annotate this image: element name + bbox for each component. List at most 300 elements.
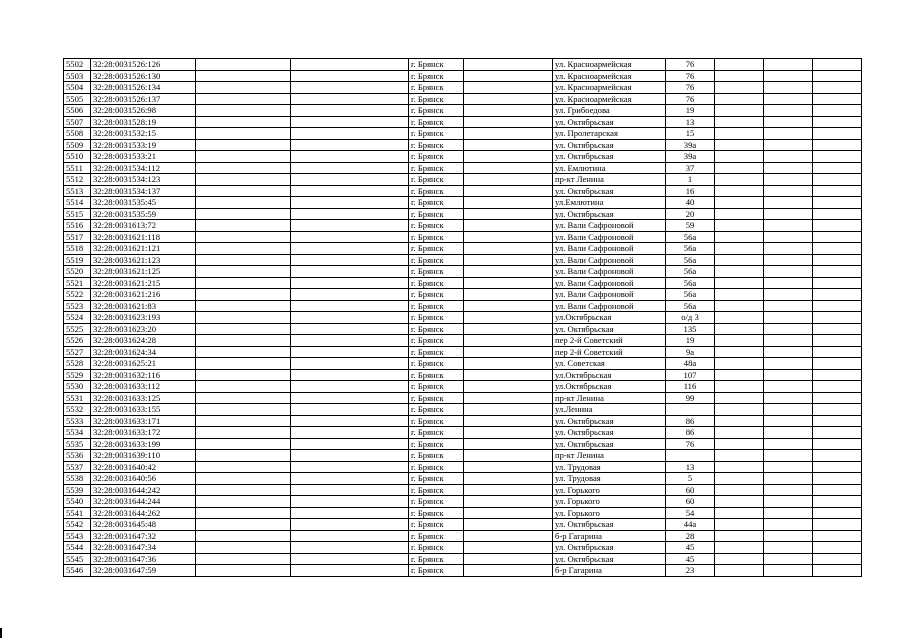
empty-cell [464, 369, 553, 381]
street-cell: пер 2-й Советский [553, 335, 666, 347]
empty-cell [464, 277, 553, 289]
house-number-cell: 59 [666, 220, 715, 232]
empty-cell [764, 484, 813, 496]
table-row [64, 300, 862, 312]
house-number-cell: 60 [666, 496, 715, 508]
street-cell: ул.Октябрьская [553, 312, 666, 324]
empty-cell [196, 208, 291, 220]
row-number-cell: 5544 [64, 542, 91, 554]
empty-cell [764, 381, 813, 393]
empty-cell [196, 358, 291, 370]
empty-cell [464, 70, 553, 82]
city-cell: г. Брянск [409, 243, 464, 255]
empty-cell [196, 139, 291, 151]
city-cell: г. Брянск [409, 231, 464, 243]
row-number-cell: 5516 [64, 220, 91, 232]
city-cell: г. Брянск [409, 553, 464, 565]
empty-cell [764, 151, 813, 163]
city-cell: г. Брянск [409, 162, 464, 174]
city-cell: г. Брянск [409, 404, 464, 416]
empty-cell [291, 507, 409, 519]
street-cell: ул. Горького [553, 507, 666, 519]
empty-cell [813, 243, 862, 255]
empty-cell [291, 404, 409, 416]
empty-cell [196, 197, 291, 209]
empty-cell [464, 289, 553, 301]
empty-cell [715, 82, 764, 94]
cadastral-number-cell: 32:28:0031645:48 [91, 519, 196, 531]
row-number-cell: 5527 [64, 346, 91, 358]
empty-cell [764, 254, 813, 266]
street-cell: ул. Советская [553, 358, 666, 370]
empty-cell [764, 208, 813, 220]
house-number-cell: 19 [666, 335, 715, 347]
empty-cell [715, 105, 764, 117]
empty-cell [196, 392, 291, 404]
house-number-cell: 99 [666, 392, 715, 404]
city-cell: г. Брянск [409, 346, 464, 358]
empty-cell [764, 82, 813, 94]
table-row [64, 105, 862, 117]
table-row [64, 128, 862, 140]
table-row [64, 139, 862, 151]
empty-cell [291, 542, 409, 554]
city-cell: г. Брянск [409, 197, 464, 209]
street-cell: ул. Октябрьская [553, 151, 666, 163]
table-row [64, 553, 862, 565]
city-cell: г. Брянск [409, 128, 464, 140]
city-cell: г. Брянск [409, 438, 464, 450]
row-number-cell: 5507 [64, 116, 91, 128]
empty-cell [291, 82, 409, 94]
empty-cell [464, 220, 553, 232]
row-number-cell: 5540 [64, 496, 91, 508]
empty-cell [196, 277, 291, 289]
empty-cell [715, 346, 764, 358]
empty-cell [464, 185, 553, 197]
street-cell: ул. Пролетарская [553, 128, 666, 140]
city-cell: г. Брянск [409, 507, 464, 519]
table-row [64, 289, 862, 301]
table-row [64, 231, 862, 243]
empty-cell [813, 450, 862, 462]
cadastral-number-cell: 32:28:0031532:15 [91, 128, 196, 140]
house-number-cell: 56а [666, 254, 715, 266]
empty-cell [291, 277, 409, 289]
empty-cell [291, 323, 409, 335]
house-number-cell: 16 [666, 185, 715, 197]
empty-cell [196, 565, 291, 577]
street-cell: ул. Вали Сафроновой [553, 266, 666, 278]
empty-cell [764, 128, 813, 140]
empty-cell [291, 335, 409, 347]
table-row [64, 312, 862, 324]
empty-cell [764, 358, 813, 370]
empty-cell [196, 243, 291, 255]
empty-cell [764, 220, 813, 232]
city-cell: г. Брянск [409, 461, 464, 473]
row-number-cell: 5510 [64, 151, 91, 163]
row-number-cell: 5502 [64, 59, 91, 71]
cadastral-number-cell: 32:28:0031623:193 [91, 312, 196, 324]
empty-cell [813, 392, 862, 404]
empty-cell [196, 174, 291, 186]
empty-cell [464, 519, 553, 531]
empty-cell [715, 542, 764, 554]
row-number-cell: 5542 [64, 519, 91, 531]
table-row [64, 254, 862, 266]
empty-cell [196, 116, 291, 128]
empty-cell [464, 208, 553, 220]
street-cell: ул. Октябрьская [553, 519, 666, 531]
row-number-cell: 5522 [64, 289, 91, 301]
table-row [64, 438, 862, 450]
table-row [64, 151, 862, 163]
empty-cell [291, 415, 409, 427]
empty-cell [291, 174, 409, 186]
row-number-cell: 5518 [64, 243, 91, 255]
empty-cell [715, 174, 764, 186]
empty-cell [291, 381, 409, 393]
house-number-cell: 13 [666, 461, 715, 473]
cadastral-number-cell: 32:28:0031640:42 [91, 461, 196, 473]
city-cell: г. Брянск [409, 392, 464, 404]
empty-cell [764, 427, 813, 439]
street-cell: ул. Октябрьская [553, 427, 666, 439]
empty-cell [464, 128, 553, 140]
city-cell: г. Брянск [409, 208, 464, 220]
empty-cell [464, 346, 553, 358]
cadastral-number-cell: 32:28:0031624:34 [91, 346, 196, 358]
empty-cell [813, 289, 862, 301]
empty-cell [813, 254, 862, 266]
empty-cell [715, 450, 764, 462]
row-number-cell: 5503 [64, 70, 91, 82]
empty-cell [715, 208, 764, 220]
empty-cell [764, 289, 813, 301]
city-cell: г. Брянск [409, 358, 464, 370]
city-cell: г. Брянск [409, 185, 464, 197]
street-cell: ул. Октябрьская [553, 553, 666, 565]
cadastral-number-cell: 32:28:0031534:123 [91, 174, 196, 186]
house-number-cell: 135 [666, 323, 715, 335]
city-cell: г. Брянск [409, 93, 464, 105]
empty-cell [813, 93, 862, 105]
house-number-cell: 86 [666, 415, 715, 427]
house-number-cell: 56а [666, 266, 715, 278]
table-row [64, 93, 862, 105]
empty-cell [715, 553, 764, 565]
table-row [64, 59, 862, 71]
row-number-cell: 5517 [64, 231, 91, 243]
empty-cell [813, 404, 862, 416]
empty-cell [464, 116, 553, 128]
cadastral-number-cell: 32:28:0031621:83 [91, 300, 196, 312]
city-cell: г. Брянск [409, 70, 464, 82]
table-row [64, 277, 862, 289]
street-cell: ул. Октябрьская [553, 139, 666, 151]
city-cell: г. Брянск [409, 59, 464, 71]
row-number-cell: 5523 [64, 300, 91, 312]
row-number-cell: 5539 [64, 484, 91, 496]
empty-cell [764, 404, 813, 416]
cadastral-number-cell: 32:28:0031621:215 [91, 277, 196, 289]
empty-cell [464, 565, 553, 577]
row-number-cell: 5531 [64, 392, 91, 404]
empty-cell [291, 266, 409, 278]
empty-cell [291, 197, 409, 209]
row-number-cell: 5537 [64, 461, 91, 473]
empty-cell [464, 392, 553, 404]
cadastral-number-cell: 32:28:0031633:171 [91, 415, 196, 427]
row-number-cell: 5513 [64, 185, 91, 197]
empty-cell [464, 358, 553, 370]
empty-cell [764, 231, 813, 243]
row-number-cell: 5509 [64, 139, 91, 151]
cadastral-number-cell: 32:28:0031528:19 [91, 116, 196, 128]
street-cell: ул.Октябрьская [553, 381, 666, 393]
empty-cell [196, 553, 291, 565]
empty-cell [196, 289, 291, 301]
table-row [64, 461, 862, 473]
street-cell: ул. Вали Сафроновой [553, 243, 666, 255]
empty-cell [813, 542, 862, 554]
empty-cell [464, 139, 553, 151]
empty-cell [715, 335, 764, 347]
empty-cell [464, 323, 553, 335]
empty-cell [813, 139, 862, 151]
street-cell: б-р Гагарина [553, 530, 666, 542]
table-row [64, 542, 862, 554]
empty-cell [464, 450, 553, 462]
house-number-cell: 20 [666, 208, 715, 220]
cadastral-number-cell: 32:28:0031621:216 [91, 289, 196, 301]
empty-cell [813, 519, 862, 531]
cadastral-number-cell: 32:28:0031644:262 [91, 507, 196, 519]
empty-cell [813, 427, 862, 439]
house-number-cell: 56а [666, 243, 715, 255]
cadastral-number-cell: 32:28:0031647:36 [91, 553, 196, 565]
empty-cell [291, 461, 409, 473]
cadastral-number-cell: 32:28:0031640:56 [91, 473, 196, 485]
table-row [64, 565, 862, 577]
empty-cell [464, 254, 553, 266]
empty-cell [715, 254, 764, 266]
cadastral-number-cell: 32:28:0031623:20 [91, 323, 196, 335]
empty-cell [813, 59, 862, 71]
empty-cell [813, 231, 862, 243]
empty-cell [813, 128, 862, 140]
table-row [64, 381, 862, 393]
empty-cell [291, 93, 409, 105]
empty-cell [813, 151, 862, 163]
street-cell: ул. Горького [553, 496, 666, 508]
cadastral-number-cell: 32:28:0031644:244 [91, 496, 196, 508]
house-number-cell: 86 [666, 427, 715, 439]
empty-cell [196, 70, 291, 82]
empty-cell [464, 197, 553, 209]
cadastral-number-cell: 32:28:0031647:34 [91, 542, 196, 554]
empty-cell [715, 266, 764, 278]
city-cell: г. Брянск [409, 565, 464, 577]
empty-cell [196, 128, 291, 140]
row-number-cell: 5512 [64, 174, 91, 186]
house-number-cell: 28 [666, 530, 715, 542]
table-row [64, 185, 862, 197]
empty-cell [813, 82, 862, 94]
empty-cell [813, 484, 862, 496]
house-number-cell: 13 [666, 116, 715, 128]
empty-cell [464, 553, 553, 565]
empty-cell [715, 243, 764, 255]
table-row [64, 519, 862, 531]
empty-cell [464, 93, 553, 105]
row-number-cell: 5504 [64, 82, 91, 94]
table-row [64, 358, 862, 370]
empty-cell [291, 105, 409, 117]
empty-cell [813, 461, 862, 473]
empty-cell [715, 231, 764, 243]
row-number-cell: 5520 [64, 266, 91, 278]
empty-cell [813, 312, 862, 324]
empty-cell [813, 438, 862, 450]
city-cell: г. Брянск [409, 530, 464, 542]
empty-cell [813, 381, 862, 393]
street-cell: пер 2-й Советский [553, 346, 666, 358]
table-row [64, 392, 862, 404]
empty-cell [464, 530, 553, 542]
empty-cell [813, 300, 862, 312]
empty-cell [196, 473, 291, 485]
empty-cell [764, 530, 813, 542]
house-number-cell: 76 [666, 93, 715, 105]
city-cell: г. Брянск [409, 519, 464, 531]
house-number-cell: 54 [666, 507, 715, 519]
table-row [64, 197, 862, 209]
empty-cell [813, 323, 862, 335]
empty-cell [715, 300, 764, 312]
empty-cell [813, 266, 862, 278]
scan-edge-mark [0, 628, 2, 638]
empty-cell [196, 93, 291, 105]
table-row [64, 473, 862, 485]
empty-cell [291, 519, 409, 531]
empty-cell [813, 197, 862, 209]
empty-cell [196, 415, 291, 427]
empty-cell [764, 312, 813, 324]
city-cell: г. Брянск [409, 300, 464, 312]
empty-cell [813, 220, 862, 232]
street-cell: ул.Октябрьская [553, 369, 666, 381]
empty-cell [715, 151, 764, 163]
table-row [64, 530, 862, 542]
empty-cell [764, 174, 813, 186]
house-number-cell: 107 [666, 369, 715, 381]
empty-cell [764, 185, 813, 197]
empty-cell [291, 427, 409, 439]
city-cell: г. Брянск [409, 151, 464, 163]
empty-cell [813, 185, 862, 197]
house-number-cell: 45 [666, 553, 715, 565]
empty-cell [715, 59, 764, 71]
empty-cell [715, 415, 764, 427]
city-cell: г. Брянск [409, 381, 464, 393]
row-number-cell: 5515 [64, 208, 91, 220]
empty-cell [291, 530, 409, 542]
empty-cell [464, 105, 553, 117]
empty-cell [715, 128, 764, 140]
empty-cell [764, 300, 813, 312]
empty-cell [464, 438, 553, 450]
city-cell: г. Брянск [409, 323, 464, 335]
empty-cell [715, 496, 764, 508]
street-cell: ул. Грибоедова [553, 105, 666, 117]
street-cell: пр-кт Ленина [553, 174, 666, 186]
empty-cell [196, 530, 291, 542]
empty-cell [464, 231, 553, 243]
empty-cell [196, 312, 291, 324]
cadastral-number-cell: 32:28:0031633:125 [91, 392, 196, 404]
cadastral-number-cell: 32:28:0031647:59 [91, 565, 196, 577]
empty-cell [196, 496, 291, 508]
street-cell: ул. Емлютина [553, 162, 666, 174]
house-number-cell: 76 [666, 438, 715, 450]
cadastral-number-cell: 32:28:0031632:116 [91, 369, 196, 381]
street-cell: ул. Вали Сафроновой [553, 254, 666, 266]
table-row [64, 116, 862, 128]
empty-cell [715, 139, 764, 151]
cadastral-number-cell: 32:28:0031639:110 [91, 450, 196, 462]
house-number-cell: 56а [666, 231, 715, 243]
row-number-cell: 5508 [64, 128, 91, 140]
street-cell: ул. Трудовая [553, 473, 666, 485]
empty-cell [764, 450, 813, 462]
empty-cell [715, 438, 764, 450]
empty-cell [813, 162, 862, 174]
street-cell: ул. Октябрьская [553, 116, 666, 128]
street-cell: пр-кт Ленина [553, 450, 666, 462]
empty-cell [764, 553, 813, 565]
empty-cell [813, 277, 862, 289]
row-number-cell: 5545 [64, 553, 91, 565]
empty-cell [196, 59, 291, 71]
empty-cell [813, 415, 862, 427]
row-number-cell: 5530 [64, 381, 91, 393]
row-number-cell: 5521 [64, 277, 91, 289]
empty-cell [196, 323, 291, 335]
cadastral-number-cell: 32:28:0031621:125 [91, 266, 196, 278]
empty-cell [464, 484, 553, 496]
empty-cell [764, 59, 813, 71]
house-number-cell: 23 [666, 565, 715, 577]
street-cell: пр-кт Ленина [553, 392, 666, 404]
empty-cell [291, 289, 409, 301]
street-cell: ул. Вали Сафроновой [553, 289, 666, 301]
empty-cell [196, 404, 291, 416]
city-cell: г. Брянск [409, 427, 464, 439]
city-cell: г. Брянск [409, 139, 464, 151]
city-cell: г. Брянск [409, 496, 464, 508]
house-number-cell: 9а [666, 346, 715, 358]
cadastral-number-cell: 32:28:0031533:19 [91, 139, 196, 151]
empty-cell [291, 438, 409, 450]
cadastral-number-cell: 32:28:0031534:112 [91, 162, 196, 174]
house-number-cell: 56а [666, 289, 715, 301]
table-row [64, 174, 862, 186]
empty-cell [196, 162, 291, 174]
row-number-cell: 5532 [64, 404, 91, 416]
empty-cell [764, 70, 813, 82]
